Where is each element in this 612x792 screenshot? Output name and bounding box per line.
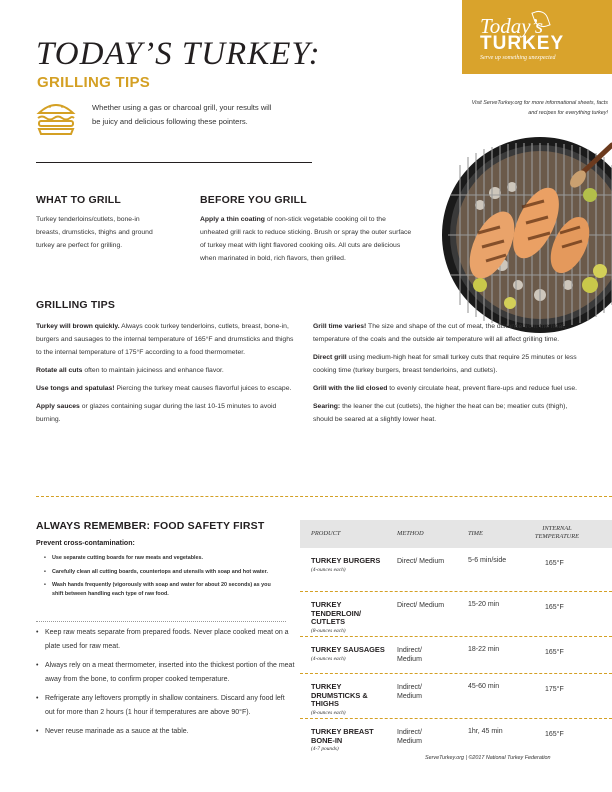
time-cell: 5-6 min/side xyxy=(468,557,507,564)
table-row xyxy=(300,548,612,592)
product-size: (8-ounces each) xyxy=(311,627,346,634)
list-item: • Carefully clean all cutting boards, countertops and utensils with soap and hot water. xyxy=(44,568,274,577)
page-subtitle: GRILLING TIPS xyxy=(37,74,151,91)
method-cell: Indirect/ Medium xyxy=(397,647,422,663)
footer-text: ServeTurkey.org | ©2017 National Turkey Federation xyxy=(425,755,551,761)
tip-bold: Direct grill xyxy=(313,354,347,361)
header-method: METHOD xyxy=(397,530,424,537)
list-item: • Refrigerate any leftovers promptly in shallow containers. Discard any food left out for more than 2 hours (1 hour if temperatures are above 90°F). xyxy=(36,692,296,720)
what-to-grill-text: Turkey tenderloins/cutlets, bone-in breasts, drumsticks, thighs and ground turkey are perfect for grilling. xyxy=(36,216,153,249)
list-item: • Use separate cutting boards for raw meats and vegetables. xyxy=(44,554,274,563)
tip-text: to evenly circulate heat, prevent flare-ups and reduce fuel use. xyxy=(387,385,578,392)
product-name: TURKEY DRUMSTICKS & THIGHS xyxy=(311,682,368,708)
tip-bold: Use tongs and spatulas! xyxy=(36,385,115,392)
list-item: • Always rely on a meat thermometer, inserted into the thickest portion of the meat away from the bone, to confirm proper cooked temperature. xyxy=(36,659,296,687)
tip-text: using medium-high heat for small turkey cuts that require 25 minutes or less cooking time (turkey burgers, breast tenderloins, and cutlets). xyxy=(313,354,577,374)
tip-paragraph xyxy=(313,382,579,395)
tip-bold: Grill with the lid closed xyxy=(313,385,388,392)
logo-line1: Today’s xyxy=(480,14,544,38)
grilling-tips-right xyxy=(313,320,579,431)
tip-paragraph xyxy=(36,364,294,377)
before-you-grill-bold: Apply a thin coating xyxy=(200,216,265,223)
product-name: TURKEY TENDERLOIN/ CUTLETS xyxy=(311,600,362,626)
method-cell: Indirect/ Medium xyxy=(397,729,422,745)
product-cell xyxy=(311,601,391,635)
before-you-grill-body: of non-stick vegetable cooking oil to the unheated grill rack to reduce sticking. Brush or spray the outer surface of turkey meat with light flavored cooking oils. All cuts are delicious when marinated in bold, rich flavors, then grilled. xyxy=(200,216,412,262)
tip-text: Always cook turkey tenderloins, cutlets, breast, bone-in, burgers and sausages to the internal temperature of 165°F and drumsticks and thighs to the internal temperature of 175°F according to a food thermometer. xyxy=(36,323,294,356)
table-header xyxy=(300,520,612,548)
tip-paragraph xyxy=(313,400,579,426)
time-cell: 45-60 min xyxy=(468,683,500,690)
tip-text: The size and shape of the cut of meat, the distance from the heat, temperature of the coals and the outside air temperature will all affect grilling time. xyxy=(313,323,567,343)
tip-paragraph xyxy=(313,320,579,346)
page-title: TODAY’S TURKEY: xyxy=(36,36,321,72)
product-name: TURKEY SAUSAGES xyxy=(311,645,385,654)
tip-bold: Turkey will brown quickly. xyxy=(36,323,120,330)
time-cell: 18-22 min xyxy=(468,646,500,653)
product-cell xyxy=(311,646,391,663)
table-row xyxy=(300,674,612,719)
logo-line2: TURKEY xyxy=(480,33,565,54)
temp-cell: 165°F xyxy=(545,604,564,611)
grilling-tips-left xyxy=(36,320,294,431)
tip-paragraph xyxy=(313,351,579,377)
temp-cell: 165°F xyxy=(545,649,564,656)
what-to-grill-heading: WHAT TO GRILL xyxy=(36,194,122,206)
intro-text: Whether using a gas or charcoal grill, your results will be juicy and delicious following these pointers. xyxy=(92,103,272,126)
tip-bold: Apply sauces xyxy=(36,403,80,410)
cross-contamination-heading: Prevent cross-contamination: xyxy=(36,540,135,547)
list-item: • Never reuse marinade as a sauce at the table. xyxy=(36,725,296,739)
tip-bold: Searing: xyxy=(313,403,341,410)
method-cell: Direct/ Medium xyxy=(397,558,445,565)
cross-contamination-list xyxy=(44,554,274,603)
header-time: TIME xyxy=(468,530,483,537)
time-cell: 1hr, 45 min xyxy=(468,728,503,735)
product-cell xyxy=(311,728,391,753)
product-name: TURKEY BURGERS xyxy=(311,556,381,565)
before-you-grill-heading: BEFORE YOU GRILL xyxy=(200,194,307,206)
section-divider xyxy=(36,496,612,497)
burger-icon xyxy=(36,99,76,137)
grilling-time-table xyxy=(300,520,612,757)
before-you-grill-text xyxy=(200,213,415,265)
temp-cell: 165°F xyxy=(545,560,564,567)
tip-text: the leaner the cut (cutlets), the higher the heat can be; meatier cuts (thigh), should be seared at a slightly lower heat. xyxy=(313,403,568,423)
tip-bold: Grill time varies! xyxy=(313,323,367,330)
header-product: PRODUCT xyxy=(311,530,341,537)
tip-paragraph xyxy=(36,400,294,426)
table-row xyxy=(300,719,612,757)
tip-text: often to maintain juiciness and enhance flavor. xyxy=(82,367,224,374)
method-cell: Indirect/ Medium xyxy=(397,684,422,700)
food-safety-heading: ALWAYS REMEMBER: FOOD SAFETY FIRST xyxy=(36,520,265,532)
list-item: • Keep raw meats separate from prepared foods. Never place cooked meat on a plate used for raw meat. xyxy=(36,626,296,654)
temp-cell: 165°F xyxy=(545,731,564,738)
logo-tagline: Serve up something unexpected xyxy=(480,55,556,61)
time-cell: 15-20 min xyxy=(468,601,500,608)
product-size: (4-ounces each) xyxy=(311,655,346,662)
tip-text: Piercing the turkey meat causes flavorful juices to escape. xyxy=(114,385,292,392)
divider xyxy=(36,621,286,622)
table-row xyxy=(300,637,612,674)
tip-paragraph xyxy=(36,382,294,395)
tip-paragraph xyxy=(36,320,294,359)
product-size: (8-ounces each) xyxy=(311,709,346,716)
header-temp: INTERNAL TEMPERATURE xyxy=(534,525,580,540)
grilling-tips-heading: GRILLING TIPS xyxy=(36,299,116,311)
visit-note: Visit ServeTurkey.org for more informational sheets, facts and recipes for everything turkey! xyxy=(471,100,608,116)
product-cell xyxy=(311,683,391,717)
product-size: (4-7 pounds) xyxy=(311,746,339,752)
product-name: TURKEY BREAST BONE-IN xyxy=(311,727,374,745)
table-row xyxy=(300,592,612,637)
method-cell: Direct/ Medium xyxy=(397,602,445,609)
divider xyxy=(36,162,312,163)
product-size: (4-ounces each) xyxy=(311,566,346,573)
grill-photo xyxy=(440,135,612,335)
product-cell xyxy=(311,557,391,574)
todays-turkey-logo xyxy=(462,0,612,74)
tip-bold: Rotate all cuts xyxy=(36,367,83,374)
food-safety-list xyxy=(36,626,296,744)
list-item: • Wash hands frequently (vigorously with soap and water for about 20 seconds) as you shift between handling each type of raw food. xyxy=(44,581,274,598)
temp-cell: 175°F xyxy=(545,686,564,693)
tip-text: or glazes containing sugar during the last 10-15 minutes to avoid burning. xyxy=(36,403,277,423)
